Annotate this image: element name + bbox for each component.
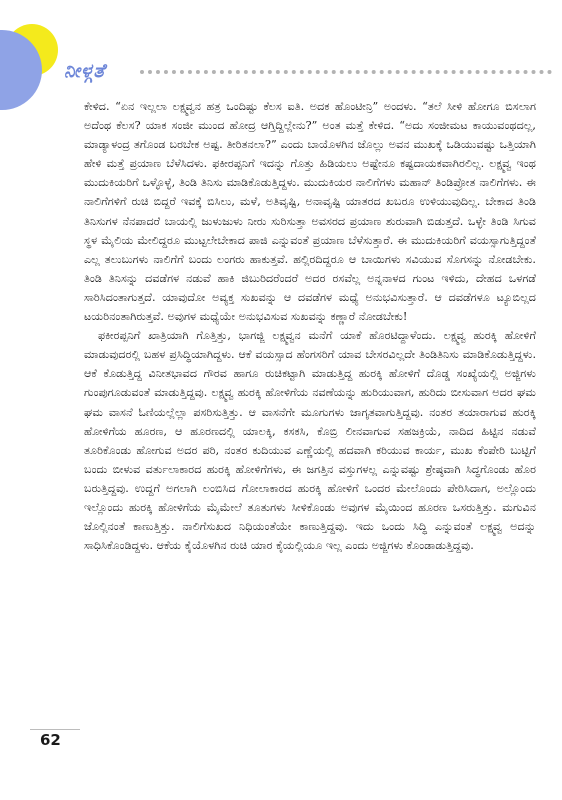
paragraph-1: ಕೇಳಿದ. “ಏನ ಇಲ್ಲಲಾ ಲಕ್ಷ್ಮವ್ವನ ಹತ್ರ ಒಂದಿಷ್ಟು ಕೆಲಸ ಐತಿ. ಅದಕ ಹೊಂಟೀನ್ರಿ” ಅಂದಳು. “ತಲೆ ಸೀಳಿ ಹೋಗೂ ಬಿಸಲಾಗ ಅದೆಂಥ ಕೆಲಸ? ಯಾಕ ಸಂಜೀ ಮುಂದ ಹೋದ್ರ ಆಗ್ತಿದ್ದಿಲ್ಲೇನು?” ಅಂತ ಮತ್ತೆ ಕೇಳಿದ. “ಅದು ಸಂಜೀಮಟ ಕಾಯುವಂಥದಲ್ಲ, ಮಾಡ್ಯಾಳಂದ್ರ ತಗೊಂಡ ಬರಬೇಕ ಅಷ್ಟ. ತೀರಿತನಲಾ?” ಎಂದು ಬಾಯೊಳಗಿನ ಜೊಲ್ಲು ಅವನ ಮುಖಕ್ಕೆ ಒಡಿಯುವಷ್ಟು ಒತ್ತಿಯಾಗಿ ಹೇಳಿ ಮತ್ತೆ ಪ್ರಯಾಣ ಬೆಳೆಸಿದಳು. ಫಕೀರಪ್ಪನಿಗೆ ಇದನ್ನು ಗೊತ್ತು ಹಿಡಿಯಲು ಅಷ್ಟೇನೂ ಕಷ್ಟದಾಯಕವಾಗಿರಲಿಲ್ಲ. ಲಕ್ಷ್ಮವ್ವ ಇಂಥ ಮುದುಕಿಯರಿಗೆ ಒಳ್ಳೊಳ್ಳೆ, ತಿಂಡಿ ತಿನಿಸು ಮಾಡಿಕೊಡುತ್ತಿದ್ದಳು. ಮುದುಕಿಯರ ನಾಲಿಗೆಗಳು ಮಹಾನ್ ತಿಂಡಿಪ್ರೋತ ನಾಲಿಗೆಗಳು. ಈ ನಾಲಿಗೆಗಳಿಗೆ ರುಚಿ ಬಿದ್ದರೆ ಇವಕ್ಕೆ ಬಿಸಿಲು, ಮಳೆ, ಅತಿವೃಷ್ಟಿ, ಅನಾವೃಷ್ಟಿ ಯಾತರದ ಖಬರೂ ಉಳಿಯುವುದಿಲ್ಲ. ಬೇಕಾದ ತಿಂಡಿ ತಿನಿಸುಗಳ ನೆನಪಾದರೆ ಬಾಯಲ್ಲಿ ಜುಳುಜುಳು ನೀರು ಸುರಿಸುತ್ತಾ ಅವಸರದ ಪ್ರಯಾಣ ಶುರುವಾಗಿ ಬಿಡುತ್ತದೆ. ಒಳ್ಳೇ ತಿಂಡಿ ಸಿಗುವ ಸ್ಥಳ ಮೈಲಿಯ ಮೇಲಿದ್ದರೂ ಮುಟ್ಟಲೇಬೇಕಾದ ಪಾಜಿ ಎನ್ನುವಂತೆ ಪ್ರಯಾಣ ಬೆಳೆಸುತ್ತಾರೆ. ಈ ಮುದುಕಿಯರಿಗೆ ವಯಸ್ಸಾಗುತ್ತಿದ್ದಂತೆ ಎಲ್ಲ ತಲುಬುಗಳು ನಾಲಿಗೆಗೆ ಬಂದು ಲಂಗರು ಹಾಕುತ್ತವೆ. ಹಲ್ಲಿರದಿದ್ದರೂ ಆ ಬಾಯಿಗಳು ಸವಿಯುವ ಸೊಗಸನ್ನು ನೋಡಬೇಕು. ತಿಂಡಿ ತಿನಿಸನ್ನು ದವಡೆಗಳ ನಡುವೆ ಹಾಕಿ ಜಿಬುರಿದರೆಂದರೆ ಅದರ ರಸವೆಲ್ಲ ಅನ್ನನಾಳದ ಗುಂಟ ಇಳಿದು, ದೇಹದ ಒಳಗಡೆ ಸಾರಿಸಿದಂತಾಗುತ್ತದೆ. ಯಾವುದೋ ಅವ್ಯಕ್ತ ಸುಖವನ್ನು ಆ ದವಡೆಗಳ ಮಧ್ಯೆ ಅನುಭವಿಸುತ್ತಾರೆ. ಆ ದವಡೆಗಳೂ ಟ್ಯೂಬಿಲ್ಲದ ಟಯರಿನಂತಾಗಿರುತ್ತವೆ. ಅವುಗಳ ಮಧ್ಯೆಯೇ ಅನುಭವಿಸುವ ಸುಖವನ್ನು ಕಣ್ಣಾರೆ ನೋಡಬೇಕು!: [84, 100, 536, 324]
story-body: [84, 97, 536, 555]
paragraph-2: ಫಕೀರಪ್ಪನಿಗೆ ಖಾತ್ರಿಯಾಗಿ ಗೊತ್ತಿತ್ತು, ಭಾಗಜ್ಜಿ ಲಕ್ಷ್ಮವ್ವನ ಮನೆಗೆ ಯಾಕೆ ಹೊರಟಿದ್ದಾಳೆಂದು. ಲಕ್ಷ್ಮವ್ವ ಹುರಕ್ಕಿ ಹೋಳಿಗೆ ಮಾಡುವುದರಲ್ಲಿ ಬಹಳ ಪ್ರಸಿದ್ಧಿಯಾಗಿದ್ದಳು. ಆಕೆ ವಯಸ್ಸಾದ ಹೆಂಗಸರಿಗೆ ಯಾವ ಬೇಸರವಿಲ್ಲದೇ ತಿಂಡಿತಿನಿಸು ಮಾಡಿಕೊಡುತ್ತಿದ್ದಳು. ಆಕೆ ಕೊಡುತ್ತಿದ್ದ ವಿನೀತಭಾವದ ಗೌರವ ಹಾಗೂ ರುಚಿಕಟ್ಟಾಗಿ ಮಾಡುತ್ತಿದ್ದ ಹುರಕ್ಕಿ ಹೋಳಿಗೆ ದೊಡ್ಡ ಸಂಖ್ಯೆಯಲ್ಲಿ ಅಜ್ಜಿಗಳು ಗುಂಪುಗೂಡುವಂತೆ ಮಾಡುತ್ತಿದ್ದವು. ಲಕ್ಷ್ಮವ್ವ ಹುರಕ್ಕಿ ಹೋಳಿಗೆಯ ನವಣೆಯನ್ನು ಹುರಿಯುವಾಗ, ಹುರಿದು ಬೀಸುವಾಗ ಅದರ ಘಮ ಘಮ ವಾಸನೆ ಓಣಿಯಲ್ಲೆಲ್ಲಾ ಪಸರಿಸುತ್ತಿತ್ತು. ಆ ವಾಸನೆಗೇ ಮೂಗುಗಳು ಜಾಗೃತವಾಗುತ್ತಿದ್ದವು. ನಂತರ ತಯಾರಾಗುವ ಹುರಕ್ಕಿ ಹೋಳಿಗೆಯ ಹೂರಣ, ಆ ಹೂರಣದಲ್ಲಿ ಯಾಲಕ್ಕಿ, ಕಸಕಸಿ, ಕೊಬ್ರಿ ಲೀನವಾಗುವ ಸಹಜಕ್ರಿಯೆ, ನಾದಿದ ಹಿಟ್ಟಿನ ನಡುವೆ ತೂರಿಕೊಂಡು ಹೋಗುವ ಅದರ ಪರಿ, ನಂತರ ಕುದಿಯುವ ಎಣ್ಣೆಯಲ್ಲಿ ಹದವಾಗಿ ಕರಿಯುವ ಕಾರ್ಯ, ಮುಖ ಕೆಂಪೇರಿ ಬುಟ್ಟಿಗೆ ಬಂದು ಬೀಳುವ ವರ್ತುಲಾಕಾರದ ಹುರಕ್ಕಿ ಹೋಳಿಗೆಗಳು, ಈ ಜಗತ್ತಿನ ವಸ್ತುಗಳಲ್ಲ ಎನ್ನುವಷ್ಟು ಶ್ರೇಷ್ಠವಾಗಿ ಸಿದ್ಧಗೊಂಡು ಹೊರ ಬರುತ್ತಿದ್ದವು. ಉದ್ದಗೆ ಅಗಲಾಗಿ ಲಂಬಿಸಿದ ಗೋಲಾಕಾರದ ಹುರಕ್ಕಿ ಹೋಳಿಗೆ ಒಂದರ ಮೇಲೊಂದು ಪೇರಿಸಿದಾಗ, ಅಲ್ಲೊಂದು ಇಲ್ಲೊಂದು ಹುರಕ್ಕಿ ಹೋಳಿಗೆಯ ಮೈಮೇಲೆ ತೂತುಗಳು ಸೀಳಿಕೊಂಡು ಅವುಗಳ ಮೈಯಿಂದ ಹೂರಣ ಒಸರುತ್ತಿತ್ತು. ಮಗುವಿನ ಜೊಲ್ಲಿನಂತೆ ಕಾಣುತ್ತಿತ್ತು. ನಾಲಿಗೆಸುಖದ ನಿಧಿಯಂತೆಯೇ ಕಾಣುತ್ತಿದ್ದವು. ಇದು ಒಂದು ಸಿದ್ಧಿ ಎನ್ನುವಂತೆ ಲಕ್ಷ್ಮವ್ವ ಅದನ್ನು ಸಾಧಿಸಿಕೊಂಡಿದ್ದಳು. ಆಕೆಯ ಕೈಯೊಳಗಿನ ರುಚಿ ಯಾರ ಕೈಯಲ್ಲಿಯೂ ಇಲ್ಲ ಎಂದು ಅಜ್ಜಿಗಳು ಕೊಂಡಾಡುತ್ತಿದ್ದವು.: [84, 329, 536, 553]
page-number: 62: [40, 731, 61, 749]
header-dotted-rule: [140, 70, 552, 74]
section-title: ನೀಳ್ಗತೆ: [64, 60, 106, 82]
footer-rule: [30, 729, 80, 730]
